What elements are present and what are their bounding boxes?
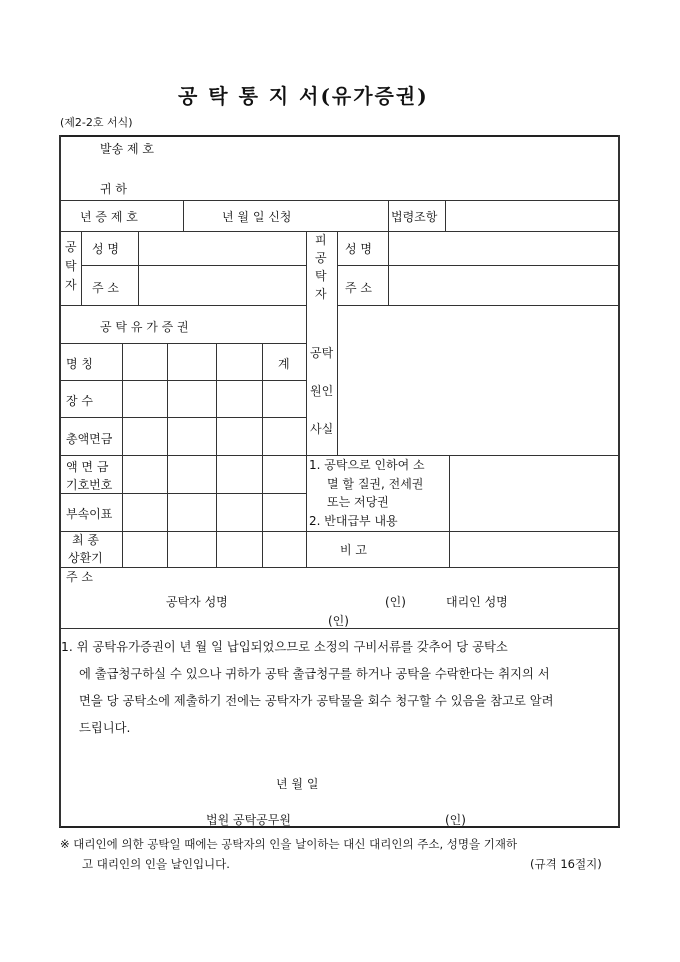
agent-name-sign: 대리인 성명 [446,595,508,609]
char: 피 [315,233,327,247]
char: 공 [65,240,77,254]
divider [59,567,620,568]
depositee-name-label: 성 명 [345,242,372,256]
court-officer: 법원 공탁공무원 [206,813,291,827]
application-date: 년 월 일 신청 [222,210,292,224]
paper-spec: (규격 16절지) [530,857,602,871]
divider [445,200,446,231]
dispatch-number: 발송 제 호 [100,142,154,156]
remarks-label: 비 고 [340,543,367,557]
depositor-address-label: 주 소 [92,281,119,295]
divider [306,455,307,567]
seal-mark: (인) [445,813,466,827]
divider [81,231,82,305]
form-title: 공 탁 통 지 서(유가증권) [178,84,429,108]
line: 2. 반대급부 내용 [309,513,398,528]
recipient-label: 귀 하 [100,182,127,196]
depositor-name-sign: 공탁자 성명 [166,595,228,609]
border-top [59,135,620,137]
divider [262,343,263,567]
row-label-face-value: 액 면 금 [66,460,109,474]
divider [216,343,217,567]
row-label-serial: 기호번호 [66,478,113,492]
divider [59,343,306,344]
line: 또는 저당권 [327,495,389,509]
address-label: 주 소 [66,570,93,584]
notice-date: 년 월 일 [276,777,319,791]
row-label-maturity: 상환기 [68,551,103,565]
divider [388,200,389,231]
divider [59,380,306,381]
line: 면을 당 공탁소에 제출하기 전에는 공탁자가 공탁물을 회수 청구할 수 있음을 참고로 알려 [79,694,554,708]
line: 1. 위 공탁유가증권이 년 월 일 납입되었으므로 소정의 구비서류를 갖추어 당 공탁소 [61,640,508,654]
divider [122,343,123,567]
line: 에 출급청구하실 수 있으나 귀하가 공탁 출급청구를 하거나 공탁을 수락한다는 취지의 서 [79,667,550,681]
depositee-address-label: 주 소 [345,281,372,295]
char: 공탁 [310,346,334,360]
divider [59,417,306,418]
depositee-label [315,231,329,303]
divider [183,200,184,231]
seal-mark: (인) [328,614,349,628]
form-number: (제2-2호 서식) [60,116,133,129]
divider [337,265,619,266]
divider [59,231,620,232]
notice-text [61,634,554,742]
divider [59,200,620,201]
divider [59,305,306,306]
row-label-coupon: 부속이표 [66,507,113,521]
char: 탁 [315,269,327,283]
line: 1. 공탁으로 인하여 소 [309,458,425,472]
seal-mark: (인) [385,595,406,609]
line: 멸 할 질권, 전세권 [327,476,424,491]
char: 탁 [65,259,77,273]
row-label-final: 최 종 [72,533,99,547]
border-bottom [59,826,620,828]
footnote: 고 대리인의 인을 날인입니다. [82,857,230,871]
char: 공 [315,251,327,265]
divider [59,628,620,629]
divider [59,493,306,494]
divider [138,231,139,305]
char: 사실 [310,422,334,436]
securities-header: 공 탁 유 가 증 권 [100,320,189,334]
total-label: 계 [278,357,290,371]
divider [81,265,306,266]
certificate-number: 년 증 제 호 [80,210,138,224]
row-label-count: 장 수 [66,394,93,408]
char: 원인 [310,384,334,398]
row-label-name: 명 칭 [66,357,93,371]
divider [306,231,307,455]
divider [167,343,168,567]
depositor-name-label: 성 명 [92,242,119,256]
depositor-label [65,238,79,295]
row-label-total-face: 총액면금 [66,432,113,446]
extinguish-label [309,456,425,530]
divider [449,455,450,567]
cause-label [310,334,333,448]
line: 드립니다. [79,721,131,735]
border-right [618,135,620,827]
footnote: ※ 대리인에 의한 공탁일 때에는 공탁자의 인을 날이하는 대신 대리인의 주소, 성명을 기재하 [60,837,518,851]
divider [337,305,619,306]
divider [59,531,620,532]
char: 자 [65,278,77,292]
char: 자 [315,287,327,301]
divider [388,231,389,305]
law-article-label: 법령조항 [391,210,438,224]
